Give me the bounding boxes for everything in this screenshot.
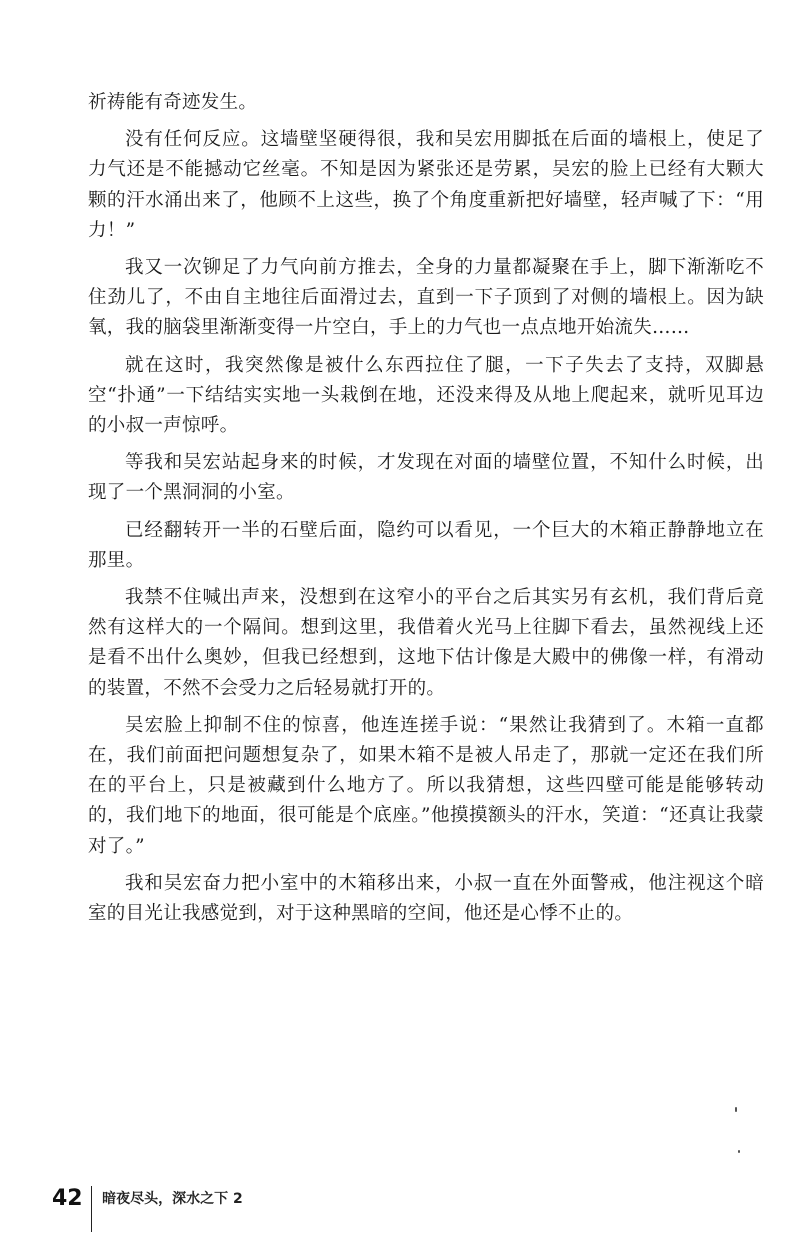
page-footer [52,1186,243,1226]
scan-speck [735,1107,737,1112]
page-body [88,88,764,929]
running-title: 暗夜尽头，深水之下 2 [102,1191,243,1207]
paragraph-4: 就在这时，我突然像是被什么东西拉住了腿，一下子失去了支持，双脚悬空“扑通”一下结结实实地一头栽倒在地，还没来得及从地上爬起来，就听见耳边的小叔一声惊呼。 [88,354,764,437]
paragraph-8: 吴宏脸上抑制不住的惊喜，他连连搓手说：“果然让我猜到了。木箱一直都在，我们前面把问题想复杂了，如果木箱不是被人吊走了，那就一定还在我们所在的平台上，只是被藏到什么地方了。所以我猜想，这些四壁可能是能够转动的，我们地下的地面，很可能是个底座。”他摸摸额头的汗水，笑道：“还真让我蒙对了。” [88,714,764,857]
paragraph-7: 我禁不住喊出声来，没想到在这窄小的平台之后其实另有玄机，我们背后竟然有这样大的一个隔间。想到这里，我借着火光马上往脚下看去，虽然视线上还是看不出什么奥妙，但我已经想到，这地下估计像是大殿中的佛像一样，有滑动的装置，不然不会受力之后轻易就打开的。 [88,587,764,699]
paragraph-6: 已经翻转开一半的石壁后面，隐约可以看见，一个巨大的木箱正静静地立在那里。 [88,519,764,571]
paragraph-1: 祈祷能有奇迹发生。 [88,92,258,113]
paragraph-3: 我又一次铆足了力气向前方推去，全身的力量都凝聚在手上，脚下渐渐吃不住劲儿了，不由自主地往后面滑过去，直到一下子顶到了对侧的墙根上。因为缺氧，我的脑袋里渐渐变得一片空白，手上的力气也一点点地开始流失…… [88,257,764,339]
page-number: 42 [52,1186,83,1211]
paragraph-5: 等我和吴宏站起身来的时候，才发现在对面的墙壁位置，不知什么时候，出现了一个黑洞洞的小室。 [88,452,764,504]
paragraph-9: 我和吴宏奋力把小室中的木箱移出来，小叔一直在外面警戒，他注视这个暗室的目光让我感觉到，对于这种黑暗的空间，他还是心悸不止的。 [88,872,764,925]
paragraph-2: 没有任何反应。这墙壁坚硬得很，我和吴宏用脚抵在后面的墙根上，使足了力气还是不能撼动它丝毫。不知是因为紧张还是劳累，吴宏的脸上已经有大颗大颗的汗水涌出来了，他顾不上这些，换了个角度重新把好墙壁，轻声喊了下：“用力！” [88,129,764,241]
scan-speck [738,1150,740,1153]
